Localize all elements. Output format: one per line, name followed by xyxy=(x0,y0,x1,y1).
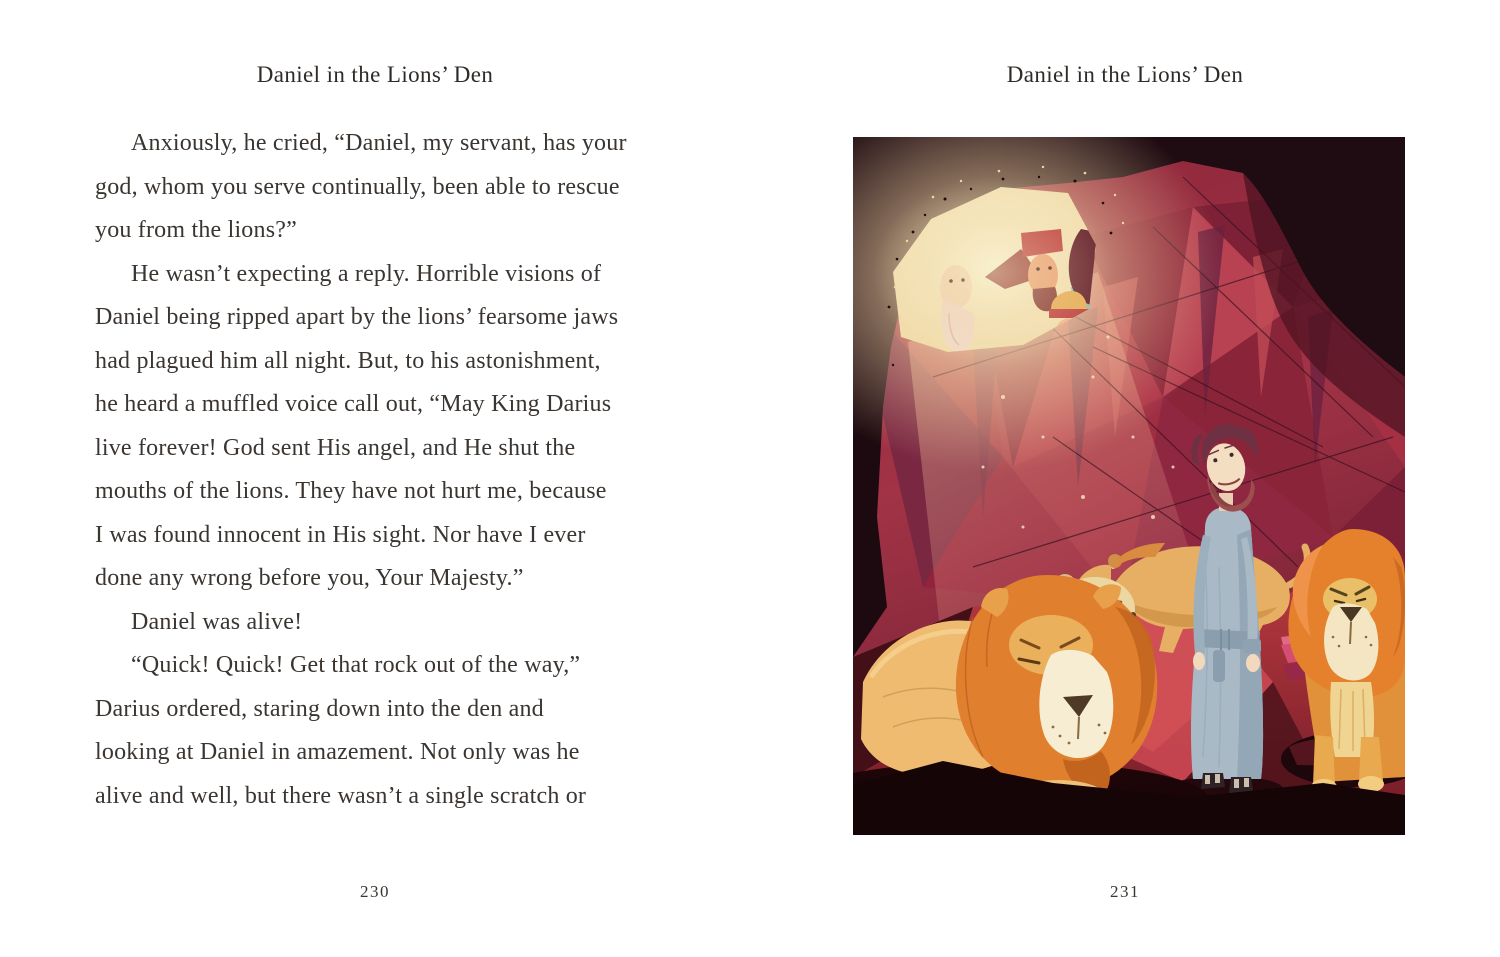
daniel-lions-den-illustration xyxy=(853,137,1405,835)
left-page-number: 230 xyxy=(360,882,390,901)
text-line: He wasn’t expecting a reply. Horrible visions of xyxy=(131,260,602,287)
text-line: looking at Daniel in amazement. Not only was he xyxy=(95,739,580,765)
text-line: you from the lions?” xyxy=(95,217,297,243)
text-line: he heard a muffled voice call out, “May King Darius xyxy=(95,391,612,417)
text-line: “Quick! Quick! Get that rock out of the way,” xyxy=(131,652,581,678)
text-line: Daniel was alive! xyxy=(131,608,303,635)
text-line: mouths of the lions. They have not hurt me, because xyxy=(95,478,607,504)
text-line: had plagued him all night. But, to his astonishment, xyxy=(95,347,601,374)
text-line: alive and well, but there wasn’t a single scratch or xyxy=(95,782,587,809)
text-line: done any wrong before you, Your Majesty.” xyxy=(95,565,524,591)
text-line: Daniel being ripped apart by the lions’ fearsome jaws xyxy=(95,304,619,330)
text-line: Anxiously, he cried, “Daniel, my servant, has your xyxy=(131,130,627,156)
text-line: Darius ordered, staring down into the den and xyxy=(95,695,544,722)
opening-overglow xyxy=(873,177,1113,367)
text-line: god, whom you serve continually, been able to rescue xyxy=(95,173,620,200)
text-line: live forever! God sent His angel, and He shut the xyxy=(95,434,576,461)
right-running-head: Daniel in the Lions’ Den xyxy=(1006,62,1244,87)
left-running-head: Daniel in the Lions’ Den xyxy=(256,62,494,87)
left-body-text xyxy=(95,122,655,818)
text-line: I was found innocent in His sight. Nor have I ever xyxy=(95,521,586,548)
right-page-number: 231 xyxy=(1110,882,1140,901)
right-page xyxy=(750,0,1500,957)
